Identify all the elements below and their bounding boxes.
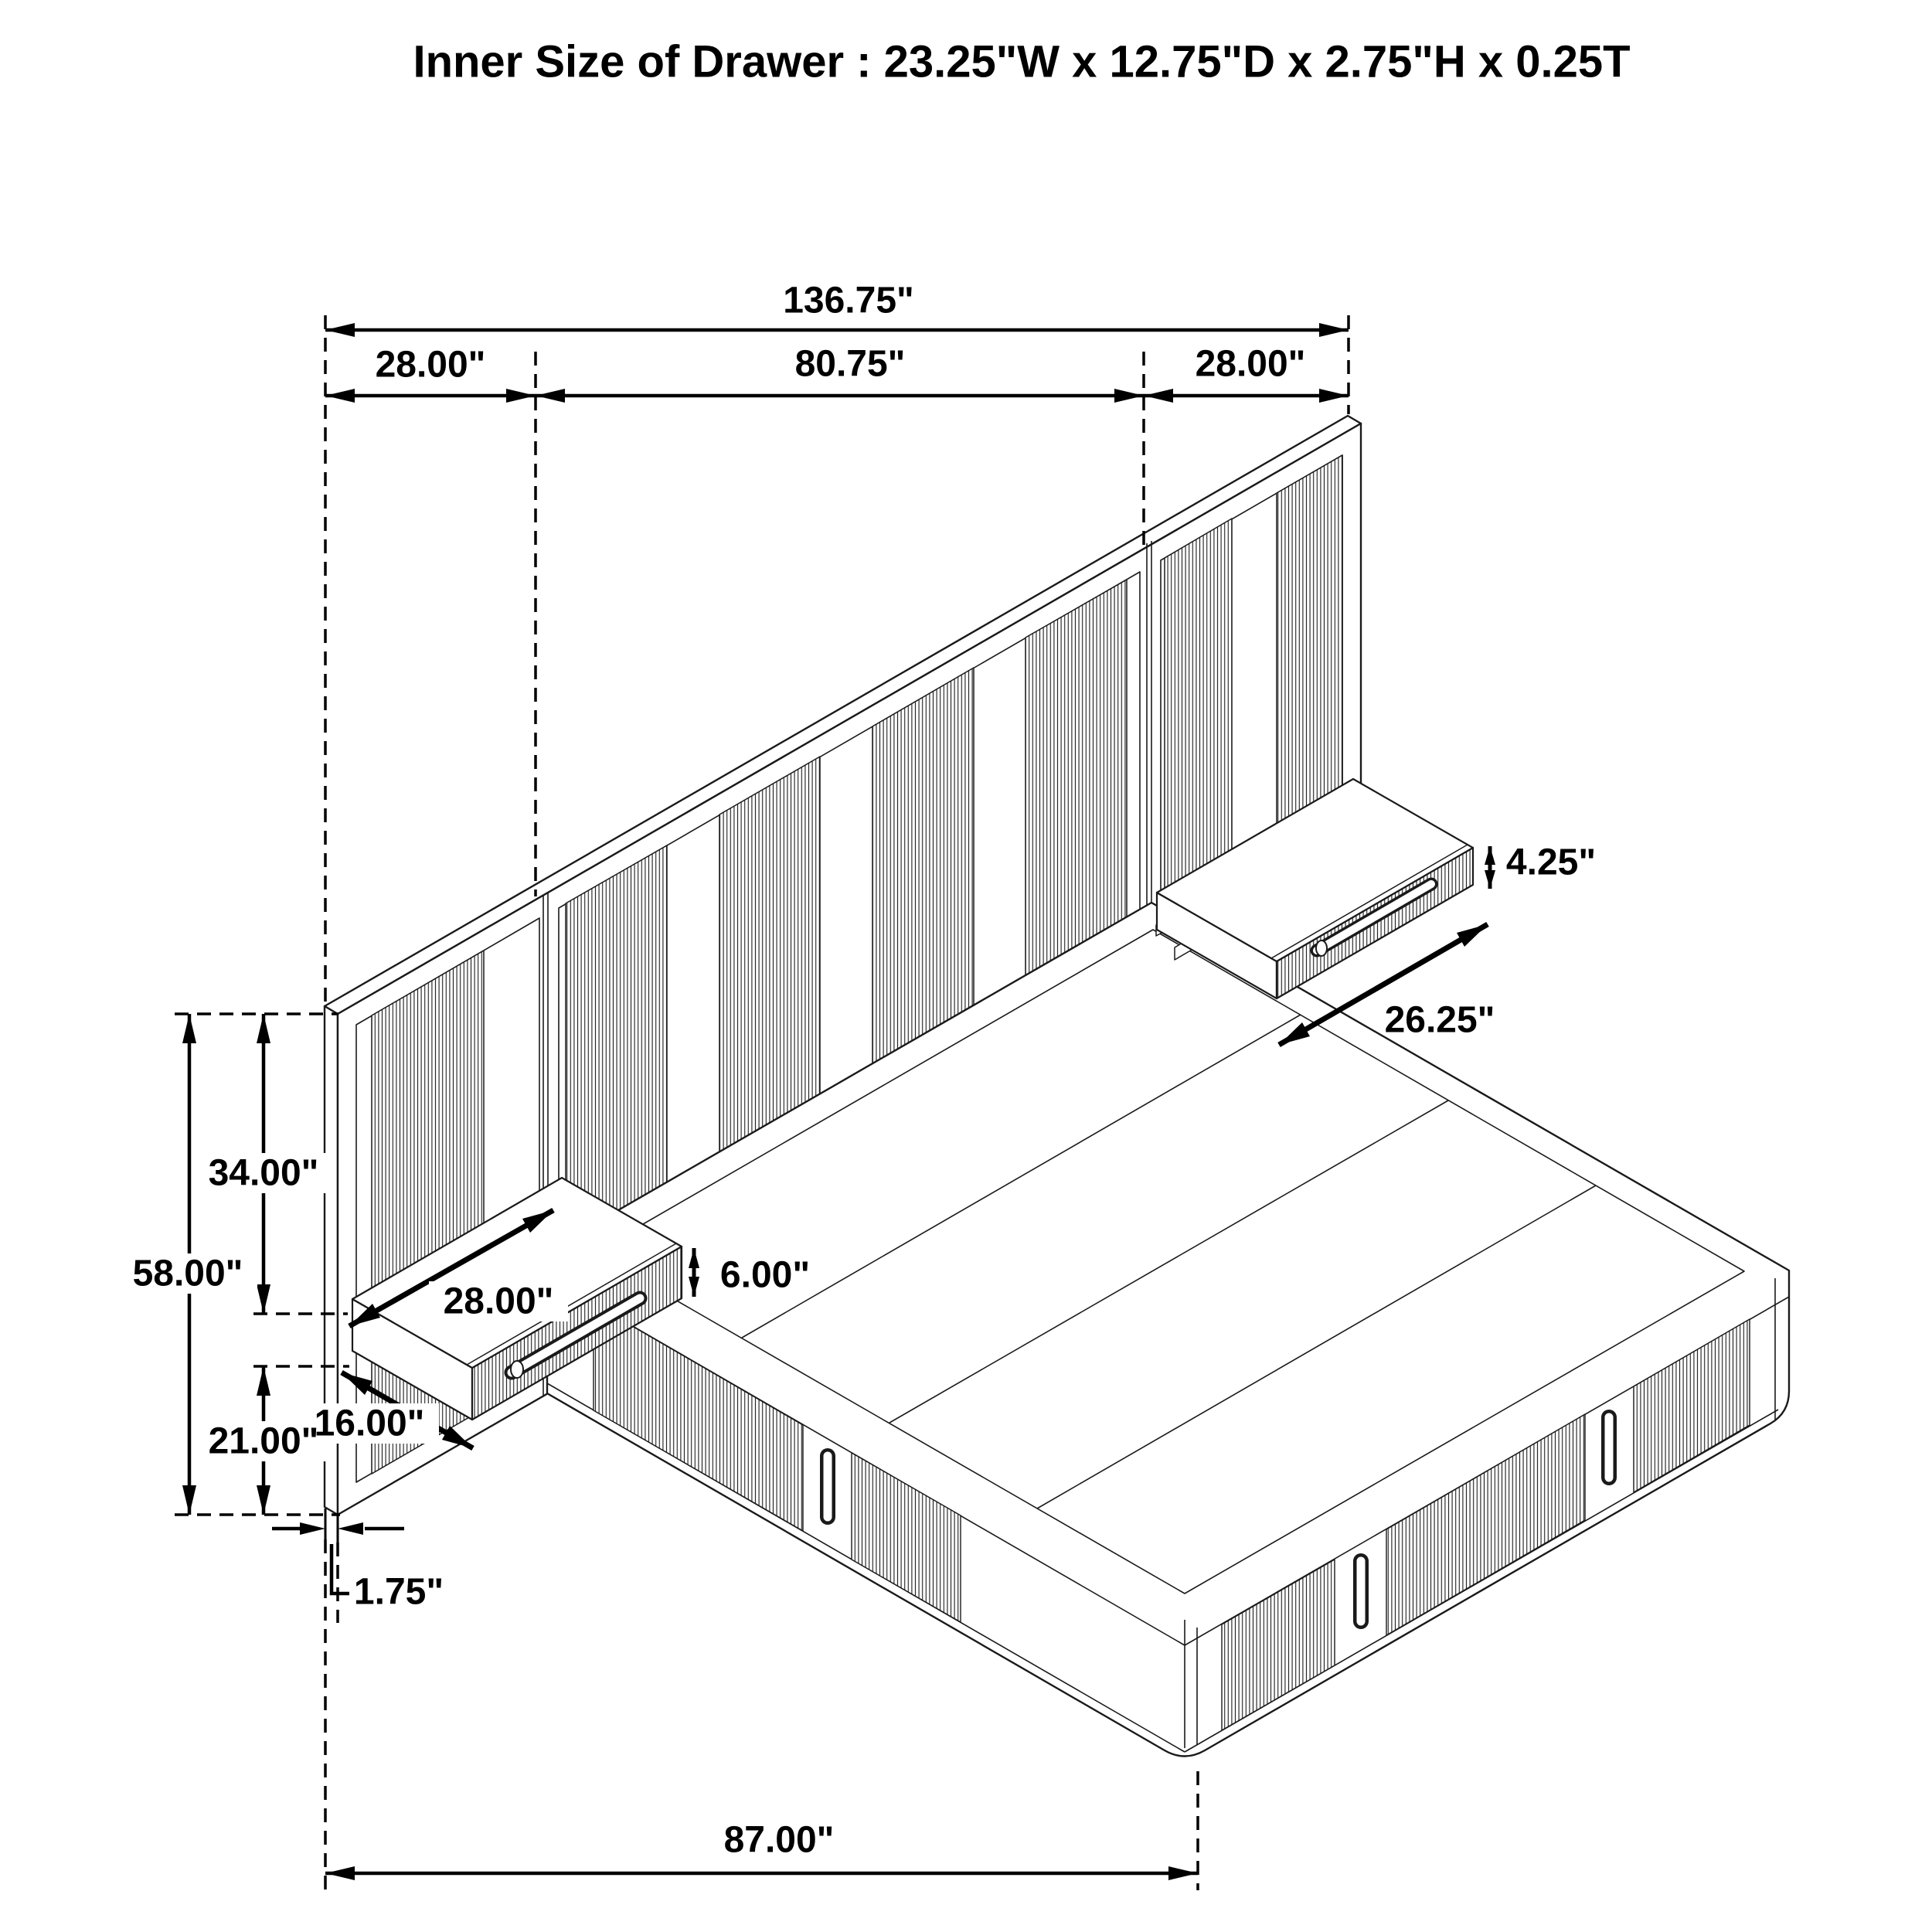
dim-label-center-section: 80.75" xyxy=(794,343,906,385)
dim-label-right-section: 28.00" xyxy=(1195,343,1306,385)
arrowhead xyxy=(300,1522,325,1535)
arrowhead xyxy=(182,1014,196,1043)
dim-label-right-ns-height: 4.25" xyxy=(1505,842,1597,883)
dim-label-wall-thickness: 1.75" xyxy=(353,1571,444,1613)
dim-label-nightstand-height: 6.00" xyxy=(719,1254,811,1296)
dim-label-headboard-height: 58.00" xyxy=(132,1253,243,1294)
dim-label-total-width: 136.75" xyxy=(783,280,914,321)
arrowhead xyxy=(182,1485,196,1515)
arrowhead xyxy=(1168,1866,1198,1880)
arrowhead xyxy=(257,1284,270,1314)
arrowhead xyxy=(1485,870,1495,889)
arrowhead xyxy=(1485,846,1495,865)
leader-bracket xyxy=(332,1544,349,1594)
arrowhead xyxy=(506,389,536,403)
arrowhead xyxy=(536,389,565,403)
dim-label-left-section: 28.00" xyxy=(375,344,486,386)
arrowhead xyxy=(1319,323,1349,337)
arrowhead xyxy=(257,1485,270,1515)
dim-label-nightstand-depth: 16.00" xyxy=(314,1403,425,1444)
handle-end-cylinder xyxy=(1316,940,1327,956)
arrowhead xyxy=(325,1866,355,1880)
arrowhead xyxy=(1457,924,1488,947)
arrowhead xyxy=(257,1366,270,1396)
arrowhead xyxy=(325,389,355,403)
dim-label-bed-length: 87.00" xyxy=(723,1819,835,1861)
arrowhead xyxy=(338,1522,363,1535)
dim-label-nightstand-width: 28.00" xyxy=(443,1281,554,1322)
arrowhead xyxy=(1319,389,1349,403)
dim-label-upper-height: 34.00" xyxy=(208,1152,319,1194)
page-title: Inner Size of Drawer : 23.25"W x 12.75"D x 2.75"H x 0.25T xyxy=(413,36,1631,87)
arrowhead xyxy=(325,323,355,337)
handle-end-cylinder xyxy=(511,1361,523,1378)
arrowhead xyxy=(1144,389,1173,403)
arrowhead xyxy=(257,1014,270,1043)
arrowhead xyxy=(1114,389,1144,403)
dim-label-right-ns-width: 26.25" xyxy=(1384,999,1495,1041)
dim-label-lower-height: 21.00" xyxy=(208,1420,319,1462)
